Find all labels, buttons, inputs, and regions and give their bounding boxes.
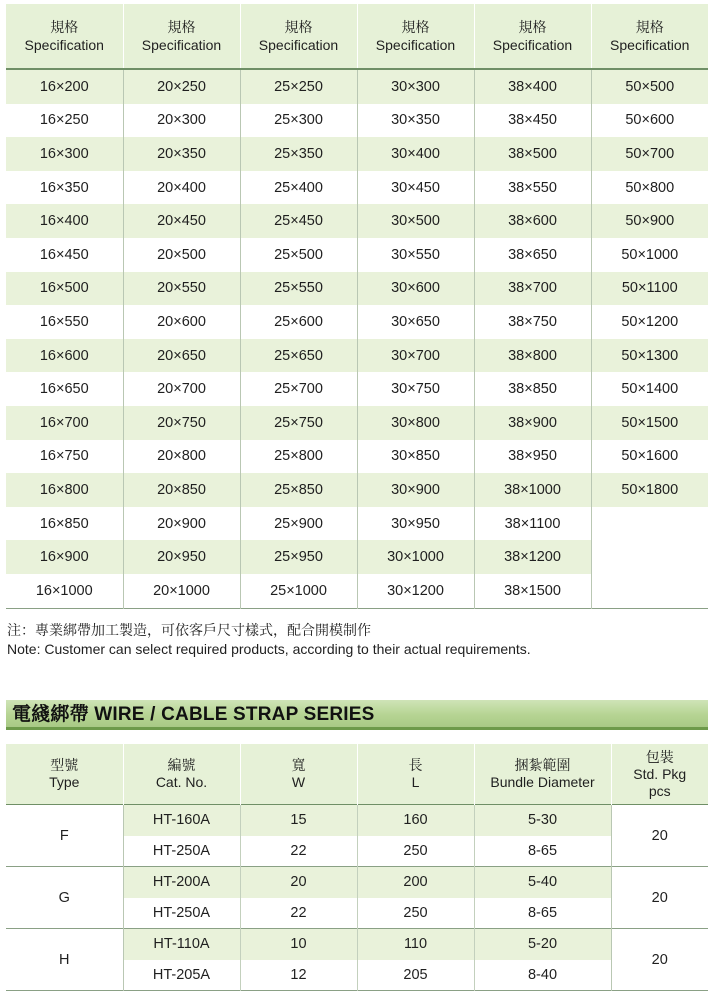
length-header-zh: 長 [408, 757, 423, 773]
spec-header-zh: 規格 [635, 19, 664, 35]
spec-cell: 38×1200 [474, 540, 591, 574]
spec-header-zh: 規格 [284, 19, 313, 35]
spec-cell: 50×800 [591, 171, 708, 205]
spec-cell: 20×400 [123, 171, 240, 205]
width-cell: 10 [240, 929, 357, 960]
spec-cell: 30×350 [357, 104, 474, 138]
length-cell: 160 [357, 805, 474, 836]
bundle-diameter-cell: 5-30 [474, 805, 611, 836]
width-header-en: W [291, 774, 306, 790]
strap-header-row [6, 744, 708, 805]
type-cell: G [6, 867, 123, 929]
spec-cell: 50×500 [591, 69, 708, 104]
section-title-banner: 電綫綁帶 WIRE / CABLE STRAP SERIES [6, 700, 708, 730]
spec-cell: 38×900 [474, 406, 591, 440]
spec-cell: 20×700 [123, 372, 240, 406]
spec-cell: 30×1000 [357, 540, 474, 574]
spec-row [6, 473, 708, 507]
spec-cell: 16×800 [6, 473, 123, 507]
length-cell: 110 [357, 929, 474, 960]
spec-cell: 16×900 [6, 540, 123, 574]
spec-row [6, 339, 708, 373]
spec-cell: 38×1500 [474, 574, 591, 608]
spec-cell: 38×750 [474, 305, 591, 339]
length-header-en: L [411, 774, 420, 790]
type-cell: H [6, 929, 123, 991]
spec-cell: 20×250 [123, 69, 240, 104]
spec-cell [591, 540, 708, 574]
spec-row [6, 372, 708, 406]
spec-header-cell [240, 4, 357, 69]
spec-row [6, 507, 708, 541]
bundle-diameter-header [474, 744, 611, 805]
spec-row [6, 137, 708, 171]
spec-cell: 16×300 [6, 137, 123, 171]
spec-cell: 25×1000 [240, 574, 357, 608]
bundle-diameter-cell: 8-40 [474, 960, 611, 991]
bundle-diameter-cell: 5-20 [474, 929, 611, 960]
spec-cell: 16×1000 [6, 574, 123, 608]
bundle-diameter-cell: 8-65 [474, 898, 611, 929]
width-cell: 20 [240, 867, 357, 898]
spec-cell: 25×300 [240, 104, 357, 138]
spec-cell: 38×650 [474, 238, 591, 272]
spec-cell: 50×1800 [591, 473, 708, 507]
note [7, 621, 531, 659]
spec-row [6, 305, 708, 339]
spec-row [6, 171, 708, 205]
spec-header-zh: 規格 [518, 19, 547, 35]
note-zh: 注：專業綁帶加工製造，可依客戶尺寸樣式，配合開模制作 [7, 622, 371, 638]
pkg-header-zh: 包裝 [645, 748, 674, 765]
spec-cell: 50×1200 [591, 305, 708, 339]
spec-row [6, 204, 708, 238]
spec-cell [591, 574, 708, 608]
spec-cell: 38×950 [474, 440, 591, 474]
spec-cell: 30×550 [357, 238, 474, 272]
spec-cell: 25×650 [240, 339, 357, 373]
cat-no-cell: HT-205A [123, 960, 240, 991]
pkg-header-en: Std. Pkg [633, 765, 687, 782]
spec-cell: 30×1200 [357, 574, 474, 608]
width-cell: 22 [240, 836, 357, 867]
spec-row [6, 406, 708, 440]
spec-row [6, 104, 708, 138]
spec-cell: 25×900 [240, 507, 357, 541]
length-cell: 250 [357, 898, 474, 929]
note-en: Note: Customer can select required products, according to their actual requirements. [7, 641, 531, 657]
spec-cell: 25×600 [240, 305, 357, 339]
spec-cell: 25×550 [240, 272, 357, 306]
spec-row [6, 440, 708, 474]
spec-row [6, 272, 708, 306]
spec-cell: 25×350 [240, 137, 357, 171]
spec-cell: 20×650 [123, 339, 240, 373]
type-header [6, 744, 123, 805]
spec-header-en: Specification [24, 37, 104, 53]
bundle-header-zh: 捆紮範圍 [514, 757, 571, 773]
spec-cell: 30×500 [357, 204, 474, 238]
spec-cell: 25×850 [240, 473, 357, 507]
spec-cell: 38×800 [474, 339, 591, 373]
cat-no-header [123, 744, 240, 805]
spec-header-cell [591, 4, 708, 69]
spec-cell: 38×850 [474, 372, 591, 406]
spec-cell: 25×700 [240, 372, 357, 406]
spec-cell: 25×800 [240, 440, 357, 474]
type-header-en: Type [49, 774, 80, 790]
spec-header-en: Specification [141, 37, 222, 53]
spec-header-cell [474, 4, 591, 69]
spec-cell: 20×450 [123, 204, 240, 238]
spec-cell: 38×1000 [474, 473, 591, 507]
spec-header-en: Specification [258, 37, 339, 53]
spec-cell: 16×200 [6, 69, 123, 104]
type-cell: F [6, 805, 123, 867]
spec-row [6, 69, 708, 104]
width-cell: 22 [240, 898, 357, 929]
spec-cell: 20×800 [123, 440, 240, 474]
spec-cell: 38×700 [474, 272, 591, 306]
spec-cell: 30×300 [357, 69, 474, 104]
spec-header-en: Specification [375, 37, 456, 53]
width-cell: 12 [240, 960, 357, 991]
spec-header-cell [357, 4, 474, 69]
spec-cell: 16×650 [6, 372, 123, 406]
length-cell: 250 [357, 836, 474, 867]
spec-cell: 30×750 [357, 372, 474, 406]
std-pkg-header [611, 744, 708, 805]
spec-cell: 38×500 [474, 137, 591, 171]
pkg-header-unit: pcs [648, 782, 671, 799]
spec-cell: 30×850 [357, 440, 474, 474]
spec-cell: 20×550 [123, 272, 240, 306]
spec-header-en: Specification [492, 37, 573, 53]
spec-cell: 20×900 [123, 507, 240, 541]
spec-header-cell [123, 4, 240, 69]
spec-cell: 50×700 [591, 137, 708, 171]
spec-cell: 16×700 [6, 406, 123, 440]
spec-cell: 25×450 [240, 204, 357, 238]
spec-cell: 38×550 [474, 171, 591, 205]
spec-cell: 30×950 [357, 507, 474, 541]
length-cell: 205 [357, 960, 474, 991]
spec-cell: 30×900 [357, 473, 474, 507]
spec-cell: 16×750 [6, 440, 123, 474]
spec-cell: 30×600 [357, 272, 474, 306]
spec-cell: 16×250 [6, 104, 123, 138]
spec-header-zh: 規格 [401, 19, 430, 35]
spec-cell: 38×400 [474, 69, 591, 104]
spec-cell: 25×400 [240, 171, 357, 205]
cat-no-cell: HT-250A [123, 836, 240, 867]
strap-row [6, 929, 708, 960]
spec-cell: 20×350 [123, 137, 240, 171]
spec-cell: 16×400 [6, 204, 123, 238]
spec-cell: 50×600 [591, 104, 708, 138]
width-header [240, 744, 357, 805]
spec-table-body [6, 69, 708, 608]
cat-no-cell: HT-160A [123, 805, 240, 836]
spec-cell: 50×1300 [591, 339, 708, 373]
spec-cell: 50×900 [591, 204, 708, 238]
strap-row [6, 867, 708, 898]
spec-cell: 16×600 [6, 339, 123, 373]
spec-cell: 16×550 [6, 305, 123, 339]
specification-table [6, 4, 708, 609]
spec-cell: 50×1100 [591, 272, 708, 306]
width-header-zh: 寬 [291, 757, 306, 773]
spec-header-cell [6, 4, 123, 69]
spec-cell: 20×950 [123, 540, 240, 574]
cat-no-cell: HT-250A [123, 898, 240, 929]
spec-cell: 20×750 [123, 406, 240, 440]
spec-cell: 25×950 [240, 540, 357, 574]
strap-table-body [6, 805, 708, 991]
bundle-diameter-cell: 8-65 [474, 836, 611, 867]
spec-cell: 25×750 [240, 406, 357, 440]
spec-cell: 38×450 [474, 104, 591, 138]
spec-cell: 16×450 [6, 238, 123, 272]
cat-no-cell: HT-110A [123, 929, 240, 960]
spec-cell: 20×500 [123, 238, 240, 272]
spec-cell [591, 507, 708, 541]
spec-cell: 38×1100 [474, 507, 591, 541]
spec-cell: 20×300 [123, 104, 240, 138]
spec-cell: 25×500 [240, 238, 357, 272]
length-header [357, 744, 474, 805]
bundle-header-en: Bundle Diameter [490, 774, 595, 790]
strap-row [6, 805, 708, 836]
spec-cell: 50×1000 [591, 238, 708, 272]
spec-cell: 30×400 [357, 137, 474, 171]
spec-cell: 30×450 [357, 171, 474, 205]
length-cell: 200 [357, 867, 474, 898]
spec-row [6, 238, 708, 272]
spec-cell: 20×600 [123, 305, 240, 339]
cat-header-en: Cat. No. [155, 774, 208, 790]
spec-cell: 30×700 [357, 339, 474, 373]
std-pkg-cell: 20 [611, 929, 708, 991]
spec-cell: 50×1400 [591, 372, 708, 406]
cat-header-zh: 編號 [167, 757, 196, 773]
spec-cell: 30×650 [357, 305, 474, 339]
spec-cell: 16×500 [6, 272, 123, 306]
spec-cell: 25×250 [240, 69, 357, 104]
bundle-diameter-cell: 5-40 [474, 867, 611, 898]
std-pkg-cell: 20 [611, 867, 708, 929]
spec-row [6, 574, 708, 608]
spec-header-row [6, 4, 708, 69]
spec-cell: 50×1600 [591, 440, 708, 474]
spec-cell: 20×1000 [123, 574, 240, 608]
cable-strap-table [6, 744, 708, 991]
spec-cell: 38×600 [474, 204, 591, 238]
cat-no-cell: HT-200A [123, 867, 240, 898]
type-header-zh: 型號 [50, 757, 79, 773]
spec-cell: 20×850 [123, 473, 240, 507]
spec-header-zh: 規格 [50, 19, 79, 35]
spec-row [6, 540, 708, 574]
width-cell: 15 [240, 805, 357, 836]
spec-cell: 16×350 [6, 171, 123, 205]
std-pkg-cell: 20 [611, 805, 708, 867]
spec-cell: 16×850 [6, 507, 123, 541]
spec-cell: 50×1500 [591, 406, 708, 440]
spec-header-en: Specification [610, 37, 690, 53]
spec-header-zh: 規格 [167, 19, 196, 35]
spec-cell: 30×800 [357, 406, 474, 440]
